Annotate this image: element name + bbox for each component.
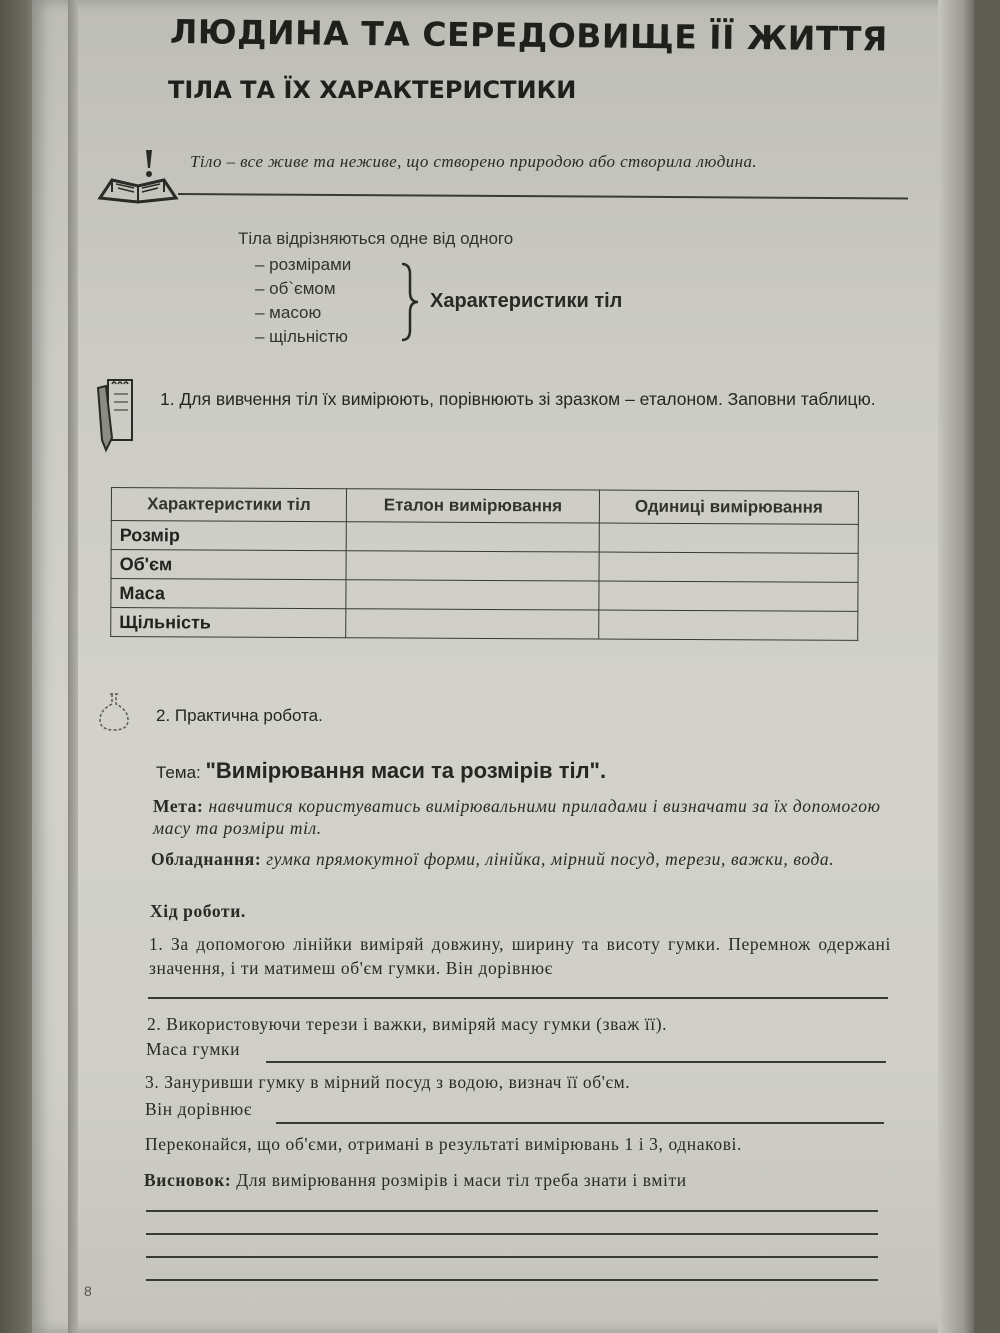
definition-text: Тіло – все живе та неживе, що створено природою або створила людина.	[190, 152, 757, 171]
blank-cell[interactable]	[346, 580, 599, 610]
task-1-instruction: 1. Для вивчення тіл їх вимірюють, порівнюють зі зразком – еталоном. Заповни таблицю.	[160, 389, 876, 409]
step-1-text: 1. За допомогою лінійки виміряй довжину, ширину та висоту гумки. Перемнож одержані значення, і ти матимеш об'єм гумки. Він дорівнює	[149, 934, 891, 978]
blank-cell[interactable]	[346, 609, 599, 639]
table-header: Характеристики тіл	[111, 488, 346, 522]
row-label: Об'єм	[111, 550, 346, 580]
table-header: Еталон вимірювання	[346, 489, 599, 523]
ensure-text: Переконайся, що об'єми, отримані в результаті вимірювань 1 і 3, однакові.	[145, 1134, 742, 1154]
trait-item: – щільністю	[255, 327, 348, 346]
task-2-title: 2. Практична робота.	[156, 706, 323, 725]
goal-paragraph	[153, 795, 905, 839]
characteristics-label: Характеристики тіл	[430, 290, 623, 312]
conclusion-text: Для вимірювання розмірів і маси тіл треба знати і вміти	[236, 1170, 687, 1190]
characteristics-list	[255, 253, 351, 349]
trait-item: – розмірами	[255, 255, 352, 274]
answer-line-conclusion-4[interactable]	[146, 1279, 878, 1281]
answer-line-mass[interactable]	[266, 1061, 886, 1063]
table-header: Одиниці вимірювання	[599, 490, 858, 524]
table-row	[111, 521, 858, 554]
blank-cell[interactable]	[346, 551, 599, 581]
table-row	[111, 550, 858, 583]
course-heading: Хід роботи.	[150, 901, 246, 921]
conclusion-label: Висновок:	[144, 1170, 232, 1190]
blank-cell[interactable]	[599, 552, 858, 582]
topic-text: "Вимірювання маси та розмірів тіл".	[205, 758, 607, 783]
mass-label: Маса гумки	[146, 1039, 241, 1059]
row-label: Розмір	[111, 521, 346, 551]
page-number: 8	[84, 1283, 92, 1299]
table-row	[111, 608, 858, 641]
table-header-row	[111, 488, 858, 525]
pencil-notebook-icon	[92, 374, 136, 454]
equipment-paragraph	[151, 848, 903, 870]
answer-line-conclusion-2[interactable]	[146, 1233, 878, 1235]
topic-line	[156, 758, 606, 784]
equipment-text: гумка прямокутної форми, лінійка, мірний посуд, терези, важки, вода.	[266, 849, 835, 869]
row-label: Щільність	[111, 608, 346, 638]
table-row	[111, 579, 858, 612]
blank-cell[interactable]	[599, 581, 858, 611]
page-edge	[938, 0, 974, 1333]
topic-label: Тема:	[156, 763, 201, 782]
blank-cell[interactable]	[346, 522, 599, 552]
trait-item: – масою	[255, 303, 322, 322]
curly-brace-icon	[398, 262, 420, 342]
answer-line-conclusion-1[interactable]	[146, 1210, 878, 1212]
answer-line-conclusion-3[interactable]	[146, 1256, 878, 1258]
flask-icon	[92, 690, 136, 734]
equals-label: Він дорівнює	[145, 1099, 252, 1119]
conclusion-line	[144, 1170, 687, 1191]
blank-cell[interactable]	[599, 523, 858, 553]
blank-cell[interactable]	[599, 610, 858, 640]
equipment-label: Обладнання:	[151, 849, 262, 869]
book-exclamation-icon	[96, 146, 180, 206]
step-2-text: 2. Використовуючи терези і важки, виміряй масу гумки (зваж її).	[147, 1014, 668, 1034]
page-title: ЛЮДИНА ТА СЕРЕДОВИЩЕ ЇЇ ЖИТТЯ	[169, 12, 888, 59]
row-label: Маса	[111, 579, 346, 609]
answer-line-volume[interactable]	[148, 997, 888, 999]
answer-line-volume-2[interactable]	[276, 1122, 884, 1124]
goal-text: навчитися користуватись вимірювальними приладами і визначати за їх допомогою масу та розміри тіл.	[153, 796, 881, 838]
goal-label: Мета:	[153, 796, 204, 816]
characteristics-table	[110, 487, 859, 641]
step-3-text: 3. Зануривши гумку в мірний посуд з водою, визнач її об'єм.	[145, 1072, 631, 1092]
section-subtitle: ТІЛА ТА ЇХ ХАРАКТЕРИСТИКИ	[168, 76, 577, 104]
characteristics-intro: Тіла відрізняються одне від одного	[238, 229, 514, 248]
trait-item: – об`ємом	[255, 279, 336, 298]
page-spine	[68, 0, 78, 1333]
